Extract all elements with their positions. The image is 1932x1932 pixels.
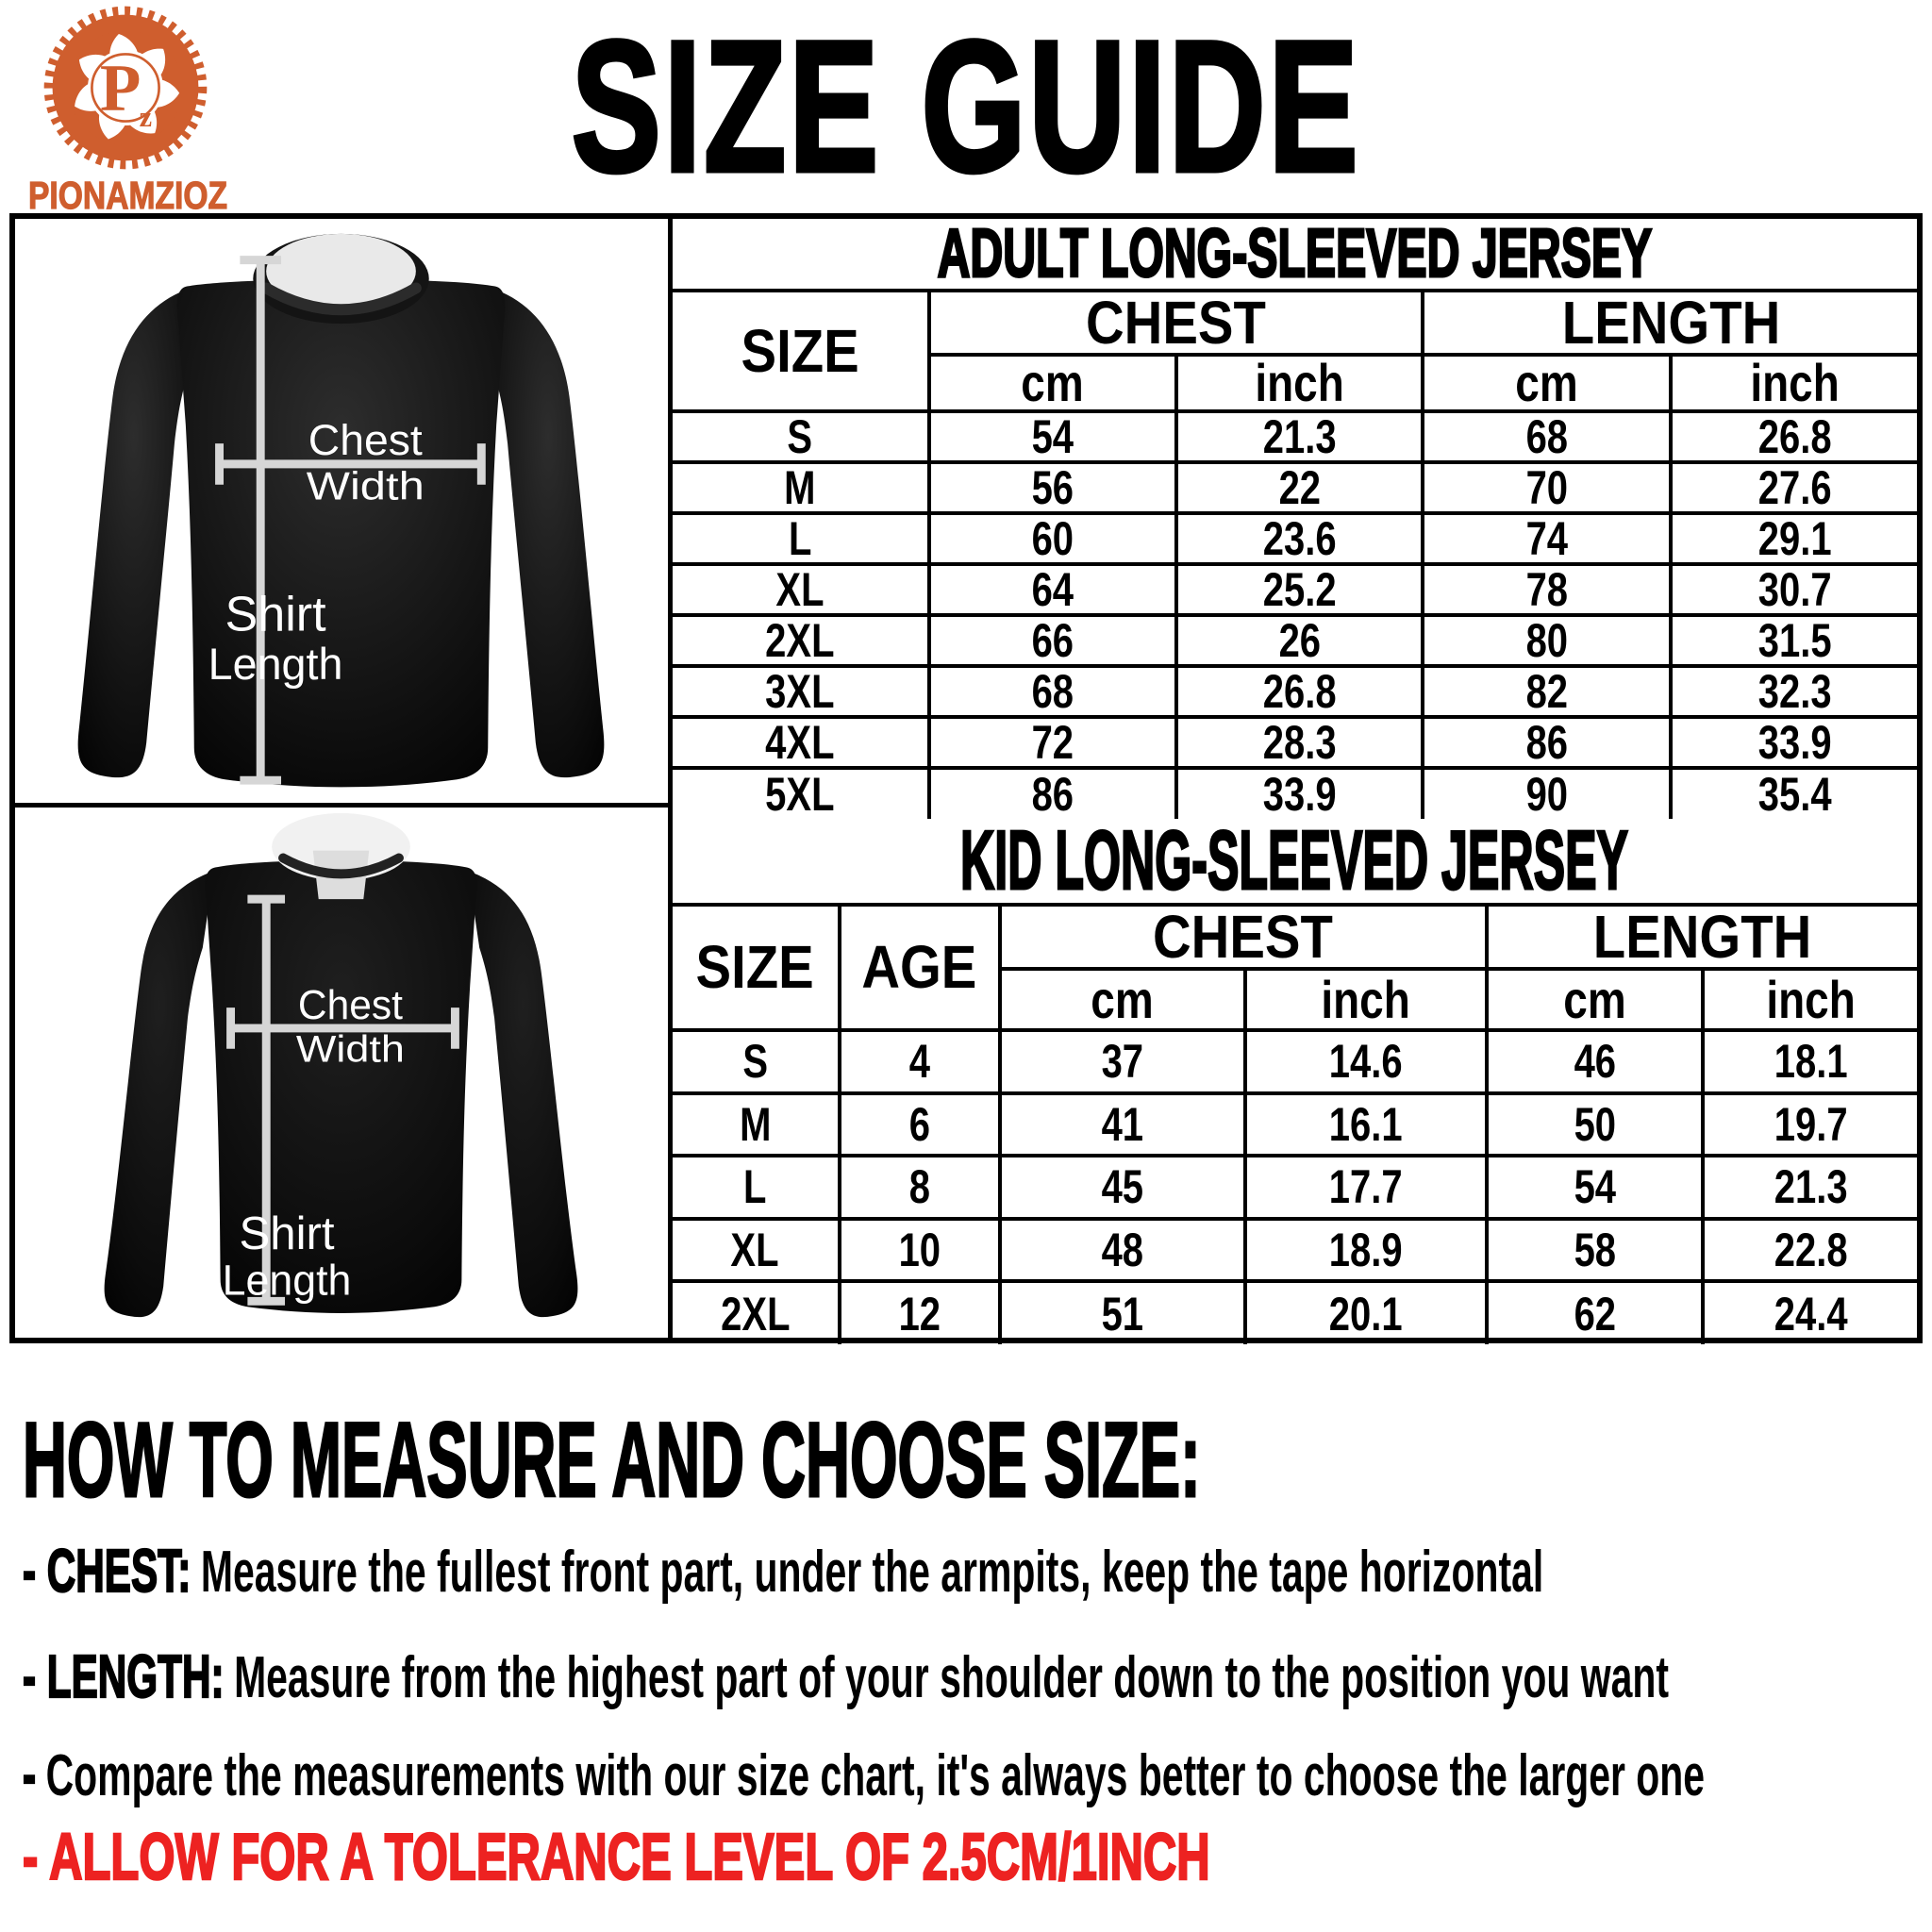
table-row: L 8 45 17.7 54 21.3 [673,1156,1917,1219]
adult-left-sleeve [78,290,190,777]
tolerance-note: - ALLOW FOR A TOLERANCE LEVEL OF 2.5CM/1INCH [23,1820,1210,1893]
kid-col-length: LENGTH [1487,905,1917,970]
instruction-label: - LENGTH: [23,1642,225,1710]
kid-col-size: SIZE [673,905,840,1030]
svg-text:Width: Width [295,1028,405,1071]
chest-width-label: Chest [297,982,403,1028]
adult-chest-cm-header: cm [929,355,1176,411]
kid-length-inch-header: inch [1703,969,1917,1030]
adult-col-chest: CHEST [929,291,1424,355]
kid-length-cm-header: cm [1487,969,1704,1030]
page-title: SIZE GUIDE [571,2,1361,210]
logo-monogram-sub: z [139,100,153,133]
diagram-column [15,219,673,1338]
adult-shirt-illustration [15,219,668,803]
kid-left-sleeve [105,871,214,1317]
howto-heading: HOW TO MEASURE AND CHOOSE SIZE: [23,1401,1201,1519]
svg-text:Length: Length [208,640,343,691]
kid-shirt-diagram [15,808,668,1333]
adult-size-table [673,216,1917,821]
table-row: 2XL 12 51 20.1 62 24.4 [673,1281,1917,1344]
adult-shirt-diagram [15,219,668,808]
table-row: M 6 41 16.1 50 19.7 [673,1093,1917,1157]
kid-table-title: KID LONG-SLEEVED JERSEY [673,819,1917,905]
instruction-label: - [23,1740,37,1808]
kid-right-sleeve [468,871,577,1317]
adult-right-sleeve [492,290,604,777]
adult-col-length: LENGTH [1423,291,1917,355]
brand-name: PIONAMZIOZ [28,174,228,217]
svg-text:Width: Width [306,463,425,508]
instruction-label: - CHEST: [23,1537,192,1605]
table-row: 4XL 72 28.3 86 33.9 [673,717,1917,768]
shirt-length-label: Shirt [239,1206,335,1259]
size-chart-box [9,213,1923,1343]
adult-length-cm-header: cm [1423,355,1670,411]
adult-table-title: ADULT LONG-SLEEVED JERSEY [673,219,1917,291]
table-row: XL 64 25.2 78 30.7 [673,564,1917,615]
kid-col-age: AGE [840,905,1000,1030]
instruction-length: - LENGTH: Measure from the highest part of your shoulder down to the position you want [23,1642,1669,1710]
table-row: S 4 37 14.6 46 18.1 [673,1030,1917,1093]
adult-chest-inch-header: inch [1176,355,1423,411]
logo-monogram: P [99,52,142,126]
kid-chest-inch-header: inch [1245,969,1487,1030]
table-row: L 60 23.6 74 29.1 [673,513,1917,564]
table-row: S 54 21.3 68 26.8 [673,411,1917,462]
table-row: 2XL 66 26 80 31.5 [673,615,1917,666]
table-row: 3XL 68 26.8 82 32.3 [673,666,1917,717]
svg-text:Length: Length [222,1256,352,1305]
adult-torso [176,279,505,787]
table-row: XL 10 48 18.9 58 22.8 [673,1219,1917,1282]
table-row: 5XL 86 33.9 90 35.4 [673,768,1917,819]
chest-width-label: Chest [308,415,424,464]
kid-shirt-illustration [15,808,668,1333]
instruction-compare: - Compare the measurements with our size chart, it's always better to choose the larger one [23,1740,1706,1808]
tables-column [673,216,1917,1341]
adult-col-size: SIZE [673,291,929,411]
kid-size-table [673,813,1917,1344]
table-row: M 56 22 70 27.6 [673,462,1917,513]
kid-chest-cm-header: cm [1000,969,1245,1030]
adult-length-inch-header: inch [1671,355,1917,411]
kid-col-chest: CHEST [1000,905,1487,970]
instruction-chest: - CHEST: Measure the fullest front part, under the armpits, keep the tape horizontal [23,1537,1544,1605]
shirt-length-label: Shirt [225,586,326,641]
